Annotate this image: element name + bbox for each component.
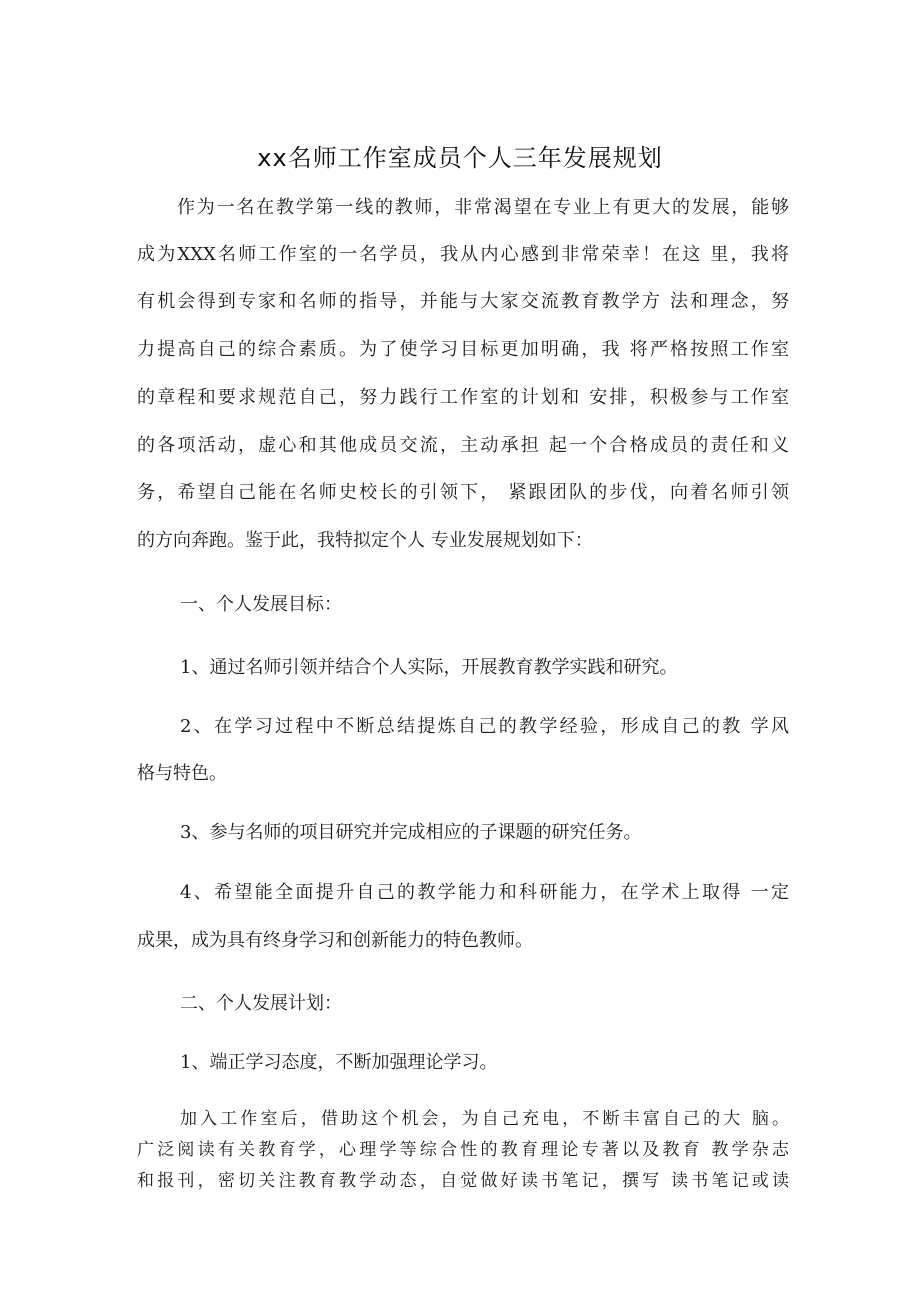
section-heading: 二、个人发展计划： [180, 993, 342, 1014]
goal-item: 2、在学习过程中不断总结提炼自己的教学经验，形成自己的教 学风 [180, 716, 789, 737]
paragraph-line: 和报刊，密切关注教育教学动态，自觉做好读书笔记，撰写 读书笔记或读 [137, 1171, 789, 1191]
goal-item-continued: 成果，成为具有终身学习和创新能力的特色教师。 [137, 930, 533, 951]
paragraph-line: 广泛阅读有关教育学，心理学等综合性的教育理论专著以及教育 教学杂志 [137, 1140, 789, 1160]
goal-item: 3、参与名师的项目研究并完成相应的子课题的研究任务。 [180, 822, 642, 843]
paragraph-line: 力提高自己的综合素质。为了使学习目标更加明确，我 将严格按照工作室 [137, 339, 789, 360]
paragraph-line: 的方向奔跑。鉴于此，我特拟定个人 专业发展规划如下： [137, 530, 593, 551]
paragraph-line: 作为一名在教学第一线的教师，非常渴望在专业上有更大的发展，能够 [177, 197, 789, 218]
page-title: xx名师工作室成员个人三年发展规划 [257, 144, 663, 172]
goal-item-continued: 格与特色。 [137, 763, 227, 784]
plan-item: 1、端正学习态度，不断加强理论学习。 [180, 1052, 498, 1073]
paragraph-line: 务，希望自己能在名师史校长的引领下， 紧跟团队的步伐，向着名师引领 [137, 482, 789, 503]
section-heading: 一、个人发展目标： [180, 594, 342, 615]
paragraph-line: 成为XXX名师工作室的一名学员，我从内心感到非常荣幸！在这 里，我将 [137, 244, 789, 265]
goal-item: 4、希望能全面提升自己的教学能力和科研能力，在学术上取得 一定 [180, 882, 789, 903]
goal-item: 1、通过名师引领并结合个人实际，开展教育教学实践和研究。 [180, 657, 678, 678]
paragraph-line: 的章程和要求规范自己，努力践行工作室的计划和 安排，积极参与工作室 [137, 387, 789, 408]
paragraph-line: 加入工作室后，借助这个机会，为自己充电，不断丰富自己的大 脑。 [180, 1109, 789, 1129]
paragraph-line: 的各项活动，虚心和其他成员交流，主动承担 起一个合格成员的责任和义 [137, 435, 789, 456]
paragraph-line: 有机会得到专家和名师的指导，并能与大家交流教育教学方 法和理念，努 [137, 291, 789, 312]
